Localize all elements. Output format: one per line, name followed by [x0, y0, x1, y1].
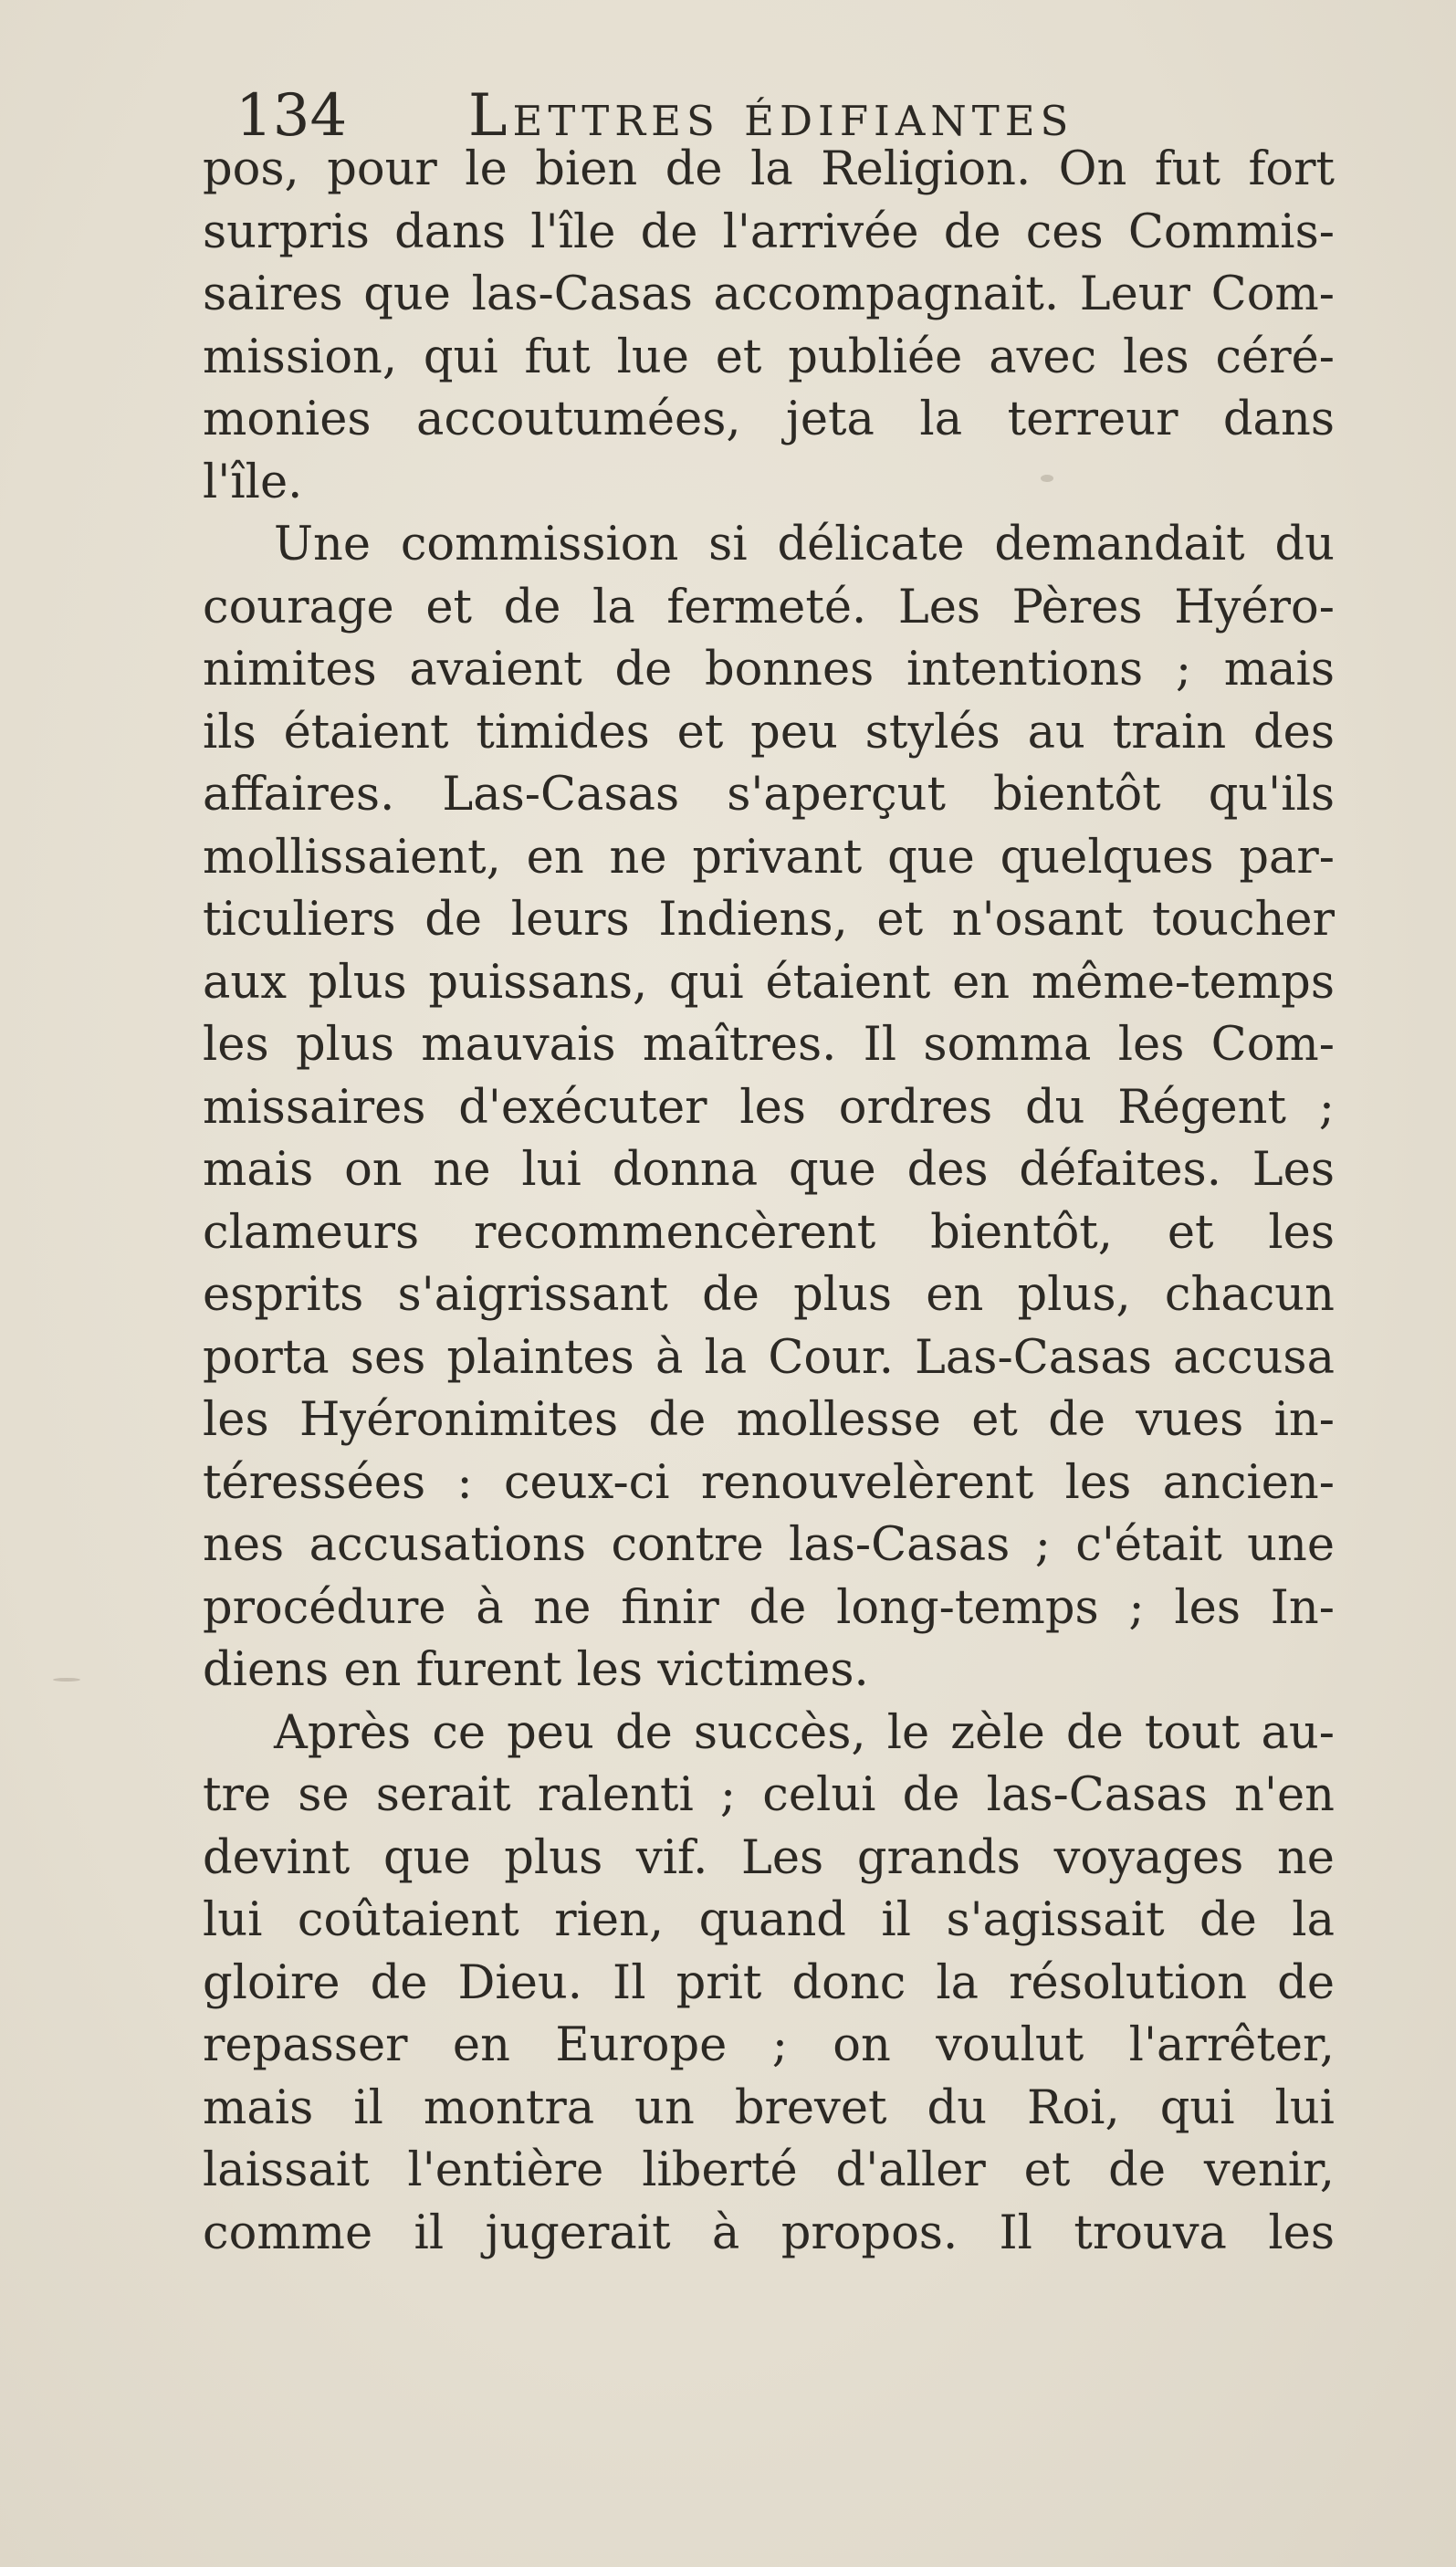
paper-speck [53, 1678, 80, 1682]
text-line: tre se serait ralenti ; celui de las-Casas n'en [203, 1768, 1335, 1822]
text-line: mais il montra un brevet du Roi, qui lui [203, 2080, 1335, 2135]
text-line: courage et de la fermeté. Les Pères Hyéro- [203, 580, 1335, 634]
text-line: surpris dans l'île de l'arrivée de ces Commis- [203, 204, 1335, 259]
text-line: gloire de Dieu. Il prit donc la résolution de [203, 1955, 1335, 2010]
text-line: esprits s'aigrissant de plus en plus, chacun [203, 1268, 1335, 1322]
text-line: saires que las-Casas accompagnait. Leur Com- [203, 267, 1335, 321]
text-line: lui coûtaient rien, quand il s'agissait de la [203, 1893, 1335, 1947]
text-line: ils étaient timides et peu stylés au train des [203, 705, 1335, 760]
text-line: l'île. [203, 455, 303, 509]
text-line: laissait l'entière liberté d'aller et de venir, [203, 2143, 1335, 2197]
text-line: affaires. Las-Casas s'aperçut bientôt qu'ils [203, 768, 1335, 822]
text-line: monies accoutumées, jeta la terreur dans [203, 393, 1335, 446]
text-line: procédure à ne finir de long-temps ; les In- [203, 1580, 1335, 1635]
paper-speck [1041, 475, 1053, 482]
text-line: diens en furent les victimes. [203, 1643, 869, 1697]
text-line: les plus mauvais maîtres. Il somma les Com- [203, 1018, 1335, 1072]
text-line: aux plus puissans, qui étaient en même-temps [203, 955, 1335, 1010]
text-line: comme il jugerait à propos. Il trouva les [203, 2206, 1335, 2260]
text-line: repasser en Europe ; on voulut l'arrêter, [203, 2018, 1335, 2072]
text-line: Après ce peu de succès, le zèle de tout au- [274, 1705, 1335, 1760]
text-line: téressées : ceux-ci renouvelèrent les ancien- [203, 1455, 1335, 1510]
text-line: nimites avaient de bonnes intentions ; mais [203, 643, 1335, 697]
text-line: missaires d'exécuter les ordres du Régent ; [203, 1080, 1335, 1135]
text-line: clameurs recommencèrent bientôt, et les [203, 1205, 1335, 1260]
page-number: 134 [236, 82, 348, 150]
body-text [203, 139, 1335, 2265]
text-line: ticuliers de leurs Indiens, et n'osant toucher [203, 893, 1335, 947]
text-line: mais on ne lui donna que des défaites. Les [203, 1143, 1335, 1197]
running-title: Lettres édifiantes [468, 82, 1074, 150]
text-line: nes accusations contre las-Casas ; c'était une [203, 1518, 1335, 1572]
text-line: porta ses plaintes à la Cour. Las-Casas accusa [203, 1330, 1335, 1385]
text-line: pos, pour le bien de la Religion. On fut fort [203, 142, 1335, 196]
text-line: Une commission si délicate demandait du [274, 518, 1335, 571]
text-line: mission, qui fut lue et publiée avec les céré- [203, 330, 1335, 384]
text-line: devint que plus vif. Les grands voyages ne [203, 1830, 1335, 1885]
text-line: mollissaient, en ne privant que quelques par- [203, 830, 1335, 885]
text-line: les Hyéronimites de mollesse et de vues in- [203, 1393, 1335, 1447]
